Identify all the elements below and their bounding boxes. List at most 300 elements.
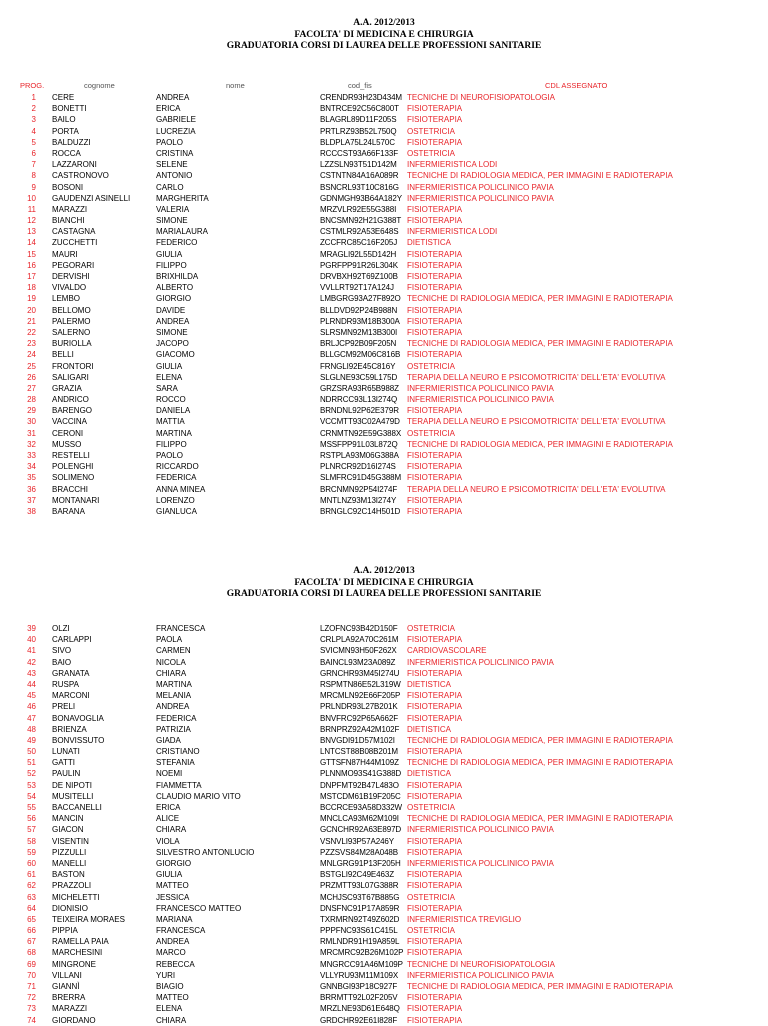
first-name: SELENE (156, 160, 188, 170)
rank-number: 22 (27, 327, 36, 337)
first-name: ELENA (156, 372, 183, 382)
table-row (0, 634, 768, 645)
tax-code: BRRMTT92L02F205V (320, 993, 398, 1003)
first-name: MARIANA (156, 914, 193, 924)
surname: GATTI (52, 758, 75, 768)
surname: BELLOMO (52, 305, 91, 315)
rank-number: 73 (27, 1004, 36, 1014)
surname: GIORDANO (52, 1015, 96, 1025)
surname: RUSPA (52, 679, 79, 689)
first-name: CRISTINA (156, 148, 194, 158)
assigned-course: FISIOTERAPIA (407, 406, 463, 416)
table-row (0, 394, 768, 405)
assigned-course: INFERMIERISTICA POLICLINICO PAVIA (407, 182, 554, 192)
tax-code: RSPMTN86E52L319W (320, 679, 401, 689)
table-row (0, 159, 768, 170)
rank-number: 28 (27, 395, 36, 405)
rank-number: 65 (27, 914, 36, 924)
tax-code: PPPFNC93S61C415L (320, 926, 398, 936)
surname: BRIENZA (52, 724, 87, 734)
surname: ZUCCHETTI (52, 238, 98, 248)
rank-number: 69 (27, 959, 36, 969)
tax-code: SVICMN93H50F262X (320, 646, 397, 656)
surname: BARENGO (52, 406, 93, 416)
surname: CARLAPPI (52, 635, 92, 645)
first-name: FEDERICA (156, 473, 197, 483)
tax-code: FRNGLI92E45C816Y (320, 361, 396, 371)
assigned-course: INFERMIERISTICA POLICLINICO PAVIA (407, 193, 554, 203)
surname: MUSITELLI (52, 791, 94, 801)
first-name: ANNA MINEA (156, 484, 206, 494)
table-row (0, 293, 768, 304)
table-row (0, 416, 768, 427)
tax-code: VLLYRU93M11M109X (320, 970, 399, 980)
first-name: ELENA (156, 1004, 183, 1014)
assigned-course: DIETISTICA (407, 679, 452, 689)
assigned-course: TECNICHE DI RADIOLOGIA MEDICA, PER IMMAGINI E RADIOTERAPIA (407, 982, 673, 991)
assigned-course: INFERMIERISTICA POLICLINICO PAVIA (407, 970, 554, 980)
rank-number: 52 (27, 769, 36, 779)
tax-code: BSNCRL93T10C816G (320, 182, 399, 192)
first-name: ANDREA (156, 93, 190, 102)
rank-number: 2 (31, 104, 36, 114)
first-name: ANDREA (156, 316, 190, 326)
first-name: FIAMMETTA (156, 780, 202, 790)
rank-number: 17 (27, 272, 36, 281)
page1-header (0, 18, 768, 53)
tax-code: RSTPLA93M06G388A (320, 451, 399, 460)
assigned-course: TECNICHE DI RADIOLOGIA MEDICA, PER IMMAGINI E RADIOTERAPIA (407, 439, 673, 449)
tax-code: BRNPRZ92A42M102F (320, 724, 400, 734)
assigned-course: FISIOTERAPIA (407, 635, 463, 645)
first-name: PAOLO (156, 137, 183, 147)
rank-number: 64 (27, 903, 36, 913)
first-name: FILIPPO (156, 439, 187, 449)
table-row (0, 869, 768, 880)
tax-code: MNCLCA93M62M109I (320, 814, 399, 824)
assigned-course: FISIOTERAPIA (407, 870, 463, 880)
table-row (0, 495, 768, 506)
table-row (0, 405, 768, 416)
table-row (0, 623, 768, 634)
first-name: FILIPPO (156, 260, 187, 270)
first-name: FRANCESCA (156, 926, 206, 936)
surname: BELLI (52, 350, 74, 360)
table-row (0, 757, 768, 768)
tax-code: MSSFPP91L03L872Q (320, 439, 398, 449)
assigned-course: FISIOTERAPIA (407, 473, 463, 483)
assigned-course: INFERMIERISTICA LODI (407, 227, 498, 237)
table-row (0, 439, 768, 450)
table-row (0, 947, 768, 958)
rank-number: 45 (27, 691, 36, 701)
table-row (0, 735, 768, 746)
table-row (0, 713, 768, 724)
first-name: CARMEN (156, 646, 191, 656)
first-name: ERICA (156, 803, 181, 812)
rank-number: 12 (27, 216, 36, 226)
rank-number: 10 (27, 193, 36, 203)
page2-header (0, 566, 768, 601)
rank-number: 23 (27, 339, 36, 349)
first-name: JACOPO (156, 339, 189, 349)
academic-year: A.A. 2012/2013 (353, 566, 415, 576)
table-row (0, 657, 768, 668)
first-name: MELANIA (156, 691, 192, 701)
ranking-title: GRADUATORIA CORSI DI LAUREA DELLE PROFESSIONI SANITARIE (226, 589, 542, 599)
surname: CASTAGNA (52, 227, 96, 237)
surname: PORTA (52, 126, 79, 136)
rank-number: 1 (31, 93, 36, 102)
table-row (0, 372, 768, 383)
tax-code: ZCCFRC85C16F205J (320, 238, 398, 248)
table-row (0, 148, 768, 159)
surname: PALERMO (52, 316, 91, 326)
tax-code: MCHJSC93T67B885G (320, 892, 400, 902)
rank-number: 14 (27, 238, 36, 248)
assigned-course: FISIOTERAPIA (407, 216, 463, 226)
assigned-course: FISIOTERAPIA (407, 260, 463, 270)
rank-number: 46 (27, 702, 36, 712)
table-row (0, 282, 768, 293)
table-row (0, 802, 768, 813)
table-row (0, 925, 768, 936)
surname: BAILO (52, 115, 76, 125)
rank-number: 8 (31, 171, 36, 181)
rank-number: 62 (27, 881, 36, 891)
tax-code: PRTLRZ93B52L750Q (320, 126, 397, 136)
rank-number: 35 (27, 473, 36, 483)
rank-number: 29 (27, 406, 36, 416)
tax-code: VSNVLI93P57A246Y (320, 836, 395, 846)
assigned-course: FISIOTERAPIA (407, 104, 463, 114)
surname: TEIXEIRA MORAES (52, 914, 125, 924)
tax-code: DNPFMT92B47L483O (320, 780, 399, 790)
rank-number: 40 (27, 635, 36, 645)
rank-number: 48 (27, 724, 36, 734)
surname: MANCIN (52, 814, 84, 824)
table-row (0, 271, 768, 282)
rank-number: 53 (27, 780, 36, 790)
assigned-course: TERAPIA DELLA NEURO E PSICOMOTRICITA' DELL'ETA' EVOLUTIVA (407, 484, 666, 494)
surname: MINGRONE (52, 959, 96, 969)
rank-number: 71 (27, 982, 36, 991)
assigned-course: OSTETRICIA (407, 803, 456, 812)
rank-number: 49 (27, 735, 36, 745)
table-row (0, 981, 768, 992)
tax-code: LZZSLN93T51D142M (320, 160, 397, 170)
tax-code: CRNMTN92E59G388X (320, 428, 402, 438)
surname: MARAZZI (52, 204, 88, 214)
tax-code: GRDCHR92E61I828F (320, 1015, 398, 1025)
rank-number: 44 (27, 679, 36, 689)
tax-code: NDRRCC93L13I274Q (320, 395, 398, 405)
tax-code: MNGRCC91A46M109P (320, 959, 403, 969)
table-row (0, 193, 768, 204)
table-row (0, 103, 768, 114)
first-name: SIMONE (156, 216, 188, 226)
surname: SOLIMENO (52, 473, 95, 483)
surname: BOSONI (52, 182, 84, 192)
tax-code: MRZVLR92E55G388I (320, 204, 397, 214)
assigned-course: FISIOTERAPIA (407, 993, 463, 1003)
table-row (0, 858, 768, 869)
surname: PEGORARI (52, 260, 95, 270)
first-name: SARA (156, 383, 178, 393)
tax-code: SLMFRC91D45G388M (320, 473, 402, 483)
rank-number: 43 (27, 668, 36, 678)
surname: PIZZULLI (52, 847, 87, 857)
surname: RAMELLA PAIA (52, 937, 109, 947)
table-row (0, 813, 768, 824)
table-row (0, 701, 768, 712)
surname: BACCANELLI (52, 803, 102, 812)
table-row (0, 847, 768, 858)
assigned-course: FISIOTERAPIA (407, 316, 463, 326)
tax-code: MRZLNE93D61E648Q (320, 1004, 400, 1014)
rank-number: 67 (27, 937, 36, 947)
col-cdl: CDL ASSEGNATO (545, 81, 608, 90)
tax-code: CRENDR93H23D434M (320, 93, 402, 102)
assigned-course: OSTETRICIA (407, 926, 456, 936)
first-name: DAVIDE (156, 305, 186, 315)
rank-number: 31 (27, 428, 36, 438)
surname: PAULIN (52, 769, 81, 779)
first-name: SIMONE (156, 327, 188, 337)
assigned-course: FISIOTERAPIA (407, 791, 463, 801)
table-row (0, 679, 768, 690)
surname: SALIGARI (52, 372, 89, 382)
table-row (0, 204, 768, 215)
rank-number: 24 (27, 350, 36, 360)
table-row (0, 338, 768, 349)
first-name: ANDREA (156, 702, 190, 712)
first-name: REBECCA (156, 959, 195, 969)
first-name: FRANCESCA (156, 624, 206, 633)
surname: LEMBO (52, 294, 81, 304)
table-row (0, 992, 768, 1003)
first-name: VIOLA (156, 836, 180, 846)
rank-number: 36 (27, 484, 36, 494)
table-row (0, 182, 768, 193)
surname: BONAVOGLIA (52, 713, 104, 723)
first-name: YURI (156, 970, 176, 980)
tax-code: DNSFNC91P17A859R (320, 903, 400, 913)
table-row (0, 126, 768, 137)
tax-code: BRCNMN92P54I274F (320, 484, 398, 494)
table-row (0, 668, 768, 679)
assigned-course: TECNICHE DI RADIOLOGIA MEDICA, PER IMMAGINI E RADIOTERAPIA (407, 294, 673, 304)
rank-number: 25 (27, 361, 36, 371)
tax-code: SLGLNE93C59L175D (320, 372, 398, 382)
assigned-course: INFERMIERISTICA POLICLINICO PAVIA (407, 657, 554, 667)
assigned-course: FISIOTERAPIA (407, 668, 463, 678)
tax-code: MNTLNZ93M13I274Y (320, 495, 397, 505)
tax-code: SLRSMN92M13B300I (320, 327, 398, 337)
ranking-table-page1 (0, 92, 768, 517)
tax-code: RMLNDR91H19A859L (320, 937, 400, 947)
rank-number: 4 (31, 126, 36, 136)
surname: MAURI (52, 249, 78, 259)
table-row (0, 215, 768, 226)
assigned-course: OSTETRICIA (407, 624, 456, 633)
assigned-course: FISIOTERAPIA (407, 780, 463, 790)
surname: BAIO (52, 657, 72, 667)
table-row (0, 936, 768, 947)
assigned-course: FISIOTERAPIA (407, 948, 463, 958)
table-row (0, 892, 768, 903)
table-row (0, 170, 768, 181)
table-row (0, 824, 768, 835)
table-row (0, 645, 768, 656)
rank-number: 63 (27, 892, 36, 902)
rank-number: 26 (27, 372, 36, 382)
first-name: BIAGIO (156, 982, 184, 991)
surname: MUSSO (52, 439, 82, 449)
tax-code: BLLGCM92M06C816B (320, 350, 401, 360)
first-name: NICOLA (156, 657, 186, 667)
rank-number: 41 (27, 646, 36, 656)
table-row (0, 780, 768, 791)
tax-code: MNLGRG91P13F205H (320, 858, 401, 868)
assigned-course: FISIOTERAPIA (407, 283, 463, 293)
surname: LAZZARONI (52, 160, 97, 170)
tax-code: PZZSVS84M28A048B (320, 847, 398, 857)
table-row (0, 361, 768, 372)
surname: MANELLI (52, 858, 87, 868)
first-name: MATTEO (156, 881, 189, 891)
first-name: GIULIA (156, 361, 183, 371)
table-row (0, 970, 768, 981)
tax-code: LNTCST88B08B201M (320, 747, 398, 757)
assigned-course: TECNICHE DI RADIOLOGIA MEDICA, PER IMMAGINI E RADIOTERAPIA (407, 758, 673, 768)
rank-number: 3 (31, 115, 36, 125)
surname: OLZI (52, 624, 70, 633)
assigned-course: TECNICHE DI NEUROFISIOPATOLOGIA (407, 93, 556, 102)
tax-code: PLNNMO93S41G388D (320, 769, 402, 779)
tax-code: BRNGLC92C14H501D (320, 506, 401, 516)
rank-number: 38 (27, 506, 36, 516)
faculty-title: FACOLTA' DI MEDICINA E CHIRURGIA (294, 577, 474, 588)
assigned-course: FISIOTERAPIA (407, 937, 463, 947)
assigned-course: INFERMIERISTICA POLICLINICO PAVIA (407, 395, 554, 405)
rank-number: 11 (27, 204, 36, 214)
rank-number: 50 (27, 747, 36, 757)
table-row (0, 791, 768, 802)
surname: BURIOLLA (52, 339, 92, 349)
surname: PRELI (52, 702, 76, 712)
rank-number: 72 (27, 993, 36, 1003)
surname: PRAZZOLI (52, 881, 92, 891)
table-row (0, 724, 768, 735)
assigned-course: DIETISTICA (407, 769, 452, 779)
assigned-course: FISIOTERAPIA (407, 1015, 463, 1025)
assigned-course: FISIOTERAPIA (407, 327, 463, 337)
rank-number: 39 (27, 624, 36, 633)
first-name: ROCCO (156, 395, 186, 405)
ranking-table-page2 (0, 623, 768, 1026)
surname: CERONI (52, 428, 84, 438)
rank-number: 55 (27, 803, 36, 812)
first-name: CARLO (156, 182, 184, 192)
first-name: LORENZO (156, 495, 195, 505)
first-name: GABRIELE (156, 115, 197, 125)
assigned-course: FISIOTERAPIA (407, 747, 463, 757)
tax-code: BNCSMN92H21G388T (320, 216, 402, 226)
tax-code: GRNCHR93M45I274U (320, 668, 400, 678)
table-row (0, 349, 768, 360)
first-name: MARIALAURA (156, 227, 209, 237)
first-name: JESSICA (156, 892, 190, 902)
surname: VILLANI (52, 970, 82, 980)
first-name: PATRIZIA (156, 724, 191, 734)
table-row (0, 880, 768, 891)
surname: BRERRA (52, 993, 86, 1003)
tax-code: BLDPLA75L24L570C (320, 137, 395, 147)
tax-code: VVLLRT92T17A124J (320, 283, 394, 293)
assigned-course: CARDIOVASCOLARE (407, 646, 487, 656)
assigned-course: INFERMIERISTICA POLICLINICO PAVIA (407, 383, 554, 393)
first-name: RICCARDO (156, 462, 199, 472)
assigned-course: FISIOTERAPIA (407, 1004, 463, 1014)
table-row (0, 746, 768, 757)
rank-number: 47 (27, 713, 36, 723)
assigned-course: TERAPIA DELLA NEURO E PSICOMOTRICITA' DELL'ETA' EVOLUTIVA (407, 372, 666, 382)
surname: CERE (52, 93, 75, 102)
assigned-course: FISIOTERAPIA (407, 836, 463, 846)
tax-code: BNTRCE92C56C800T (320, 104, 399, 114)
first-name: MARGHERITA (156, 193, 209, 203)
assigned-course: FISIOTERAPIA (407, 691, 463, 701)
first-name: MATTIA (156, 417, 185, 427)
table-row (0, 690, 768, 701)
tax-code: MRCMRC92B26M102P (320, 948, 404, 958)
academic-year: A.A. 2012/2013 (353, 18, 415, 28)
rank-number: 30 (27, 417, 36, 427)
tax-code: VCCMTT93C02A479D (320, 417, 400, 427)
first-name: FEDERICA (156, 713, 197, 723)
tax-code: GCNCHR92A63E897D (320, 825, 402, 835)
table-row (0, 914, 768, 925)
rank-number: 37 (27, 495, 36, 505)
tax-code: PRLNDR93L27B201K (320, 702, 398, 712)
rank-number: 9 (31, 182, 36, 192)
surname: LUNATI (52, 747, 80, 757)
table-row (0, 249, 768, 260)
table-row (0, 327, 768, 338)
surname: BONVISSUTO (52, 735, 105, 745)
rank-number: 15 (27, 249, 36, 259)
surname: MICHELETTI (52, 892, 100, 902)
assigned-course: OSTETRICIA (407, 428, 456, 438)
first-name: MARCO (156, 948, 186, 958)
rank-number: 58 (27, 836, 36, 846)
assigned-course: INFERMIERISTICA TREVIGLIO (407, 914, 522, 924)
surname: GIACON (52, 825, 84, 835)
tax-code: MSTCDM61B19F205C (320, 791, 401, 801)
surname: BALDUZZI (52, 137, 91, 147)
rank-number: 60 (27, 858, 36, 868)
tax-code: CSTNTN84A16A089R (320, 171, 399, 181)
first-name: PAOLO (156, 451, 183, 460)
table-row (0, 114, 768, 125)
first-name: GIORGIO (156, 858, 192, 868)
rank-number: 16 (27, 260, 36, 270)
assigned-course: FISIOTERAPIA (407, 903, 463, 913)
rank-number: 74 (27, 1015, 36, 1025)
assigned-course: OSTETRICIA (407, 126, 456, 136)
assigned-course: TERAPIA DELLA NEURO E PSICOMOTRICITA' DELL'ETA' EVOLUTIVA (407, 417, 666, 427)
